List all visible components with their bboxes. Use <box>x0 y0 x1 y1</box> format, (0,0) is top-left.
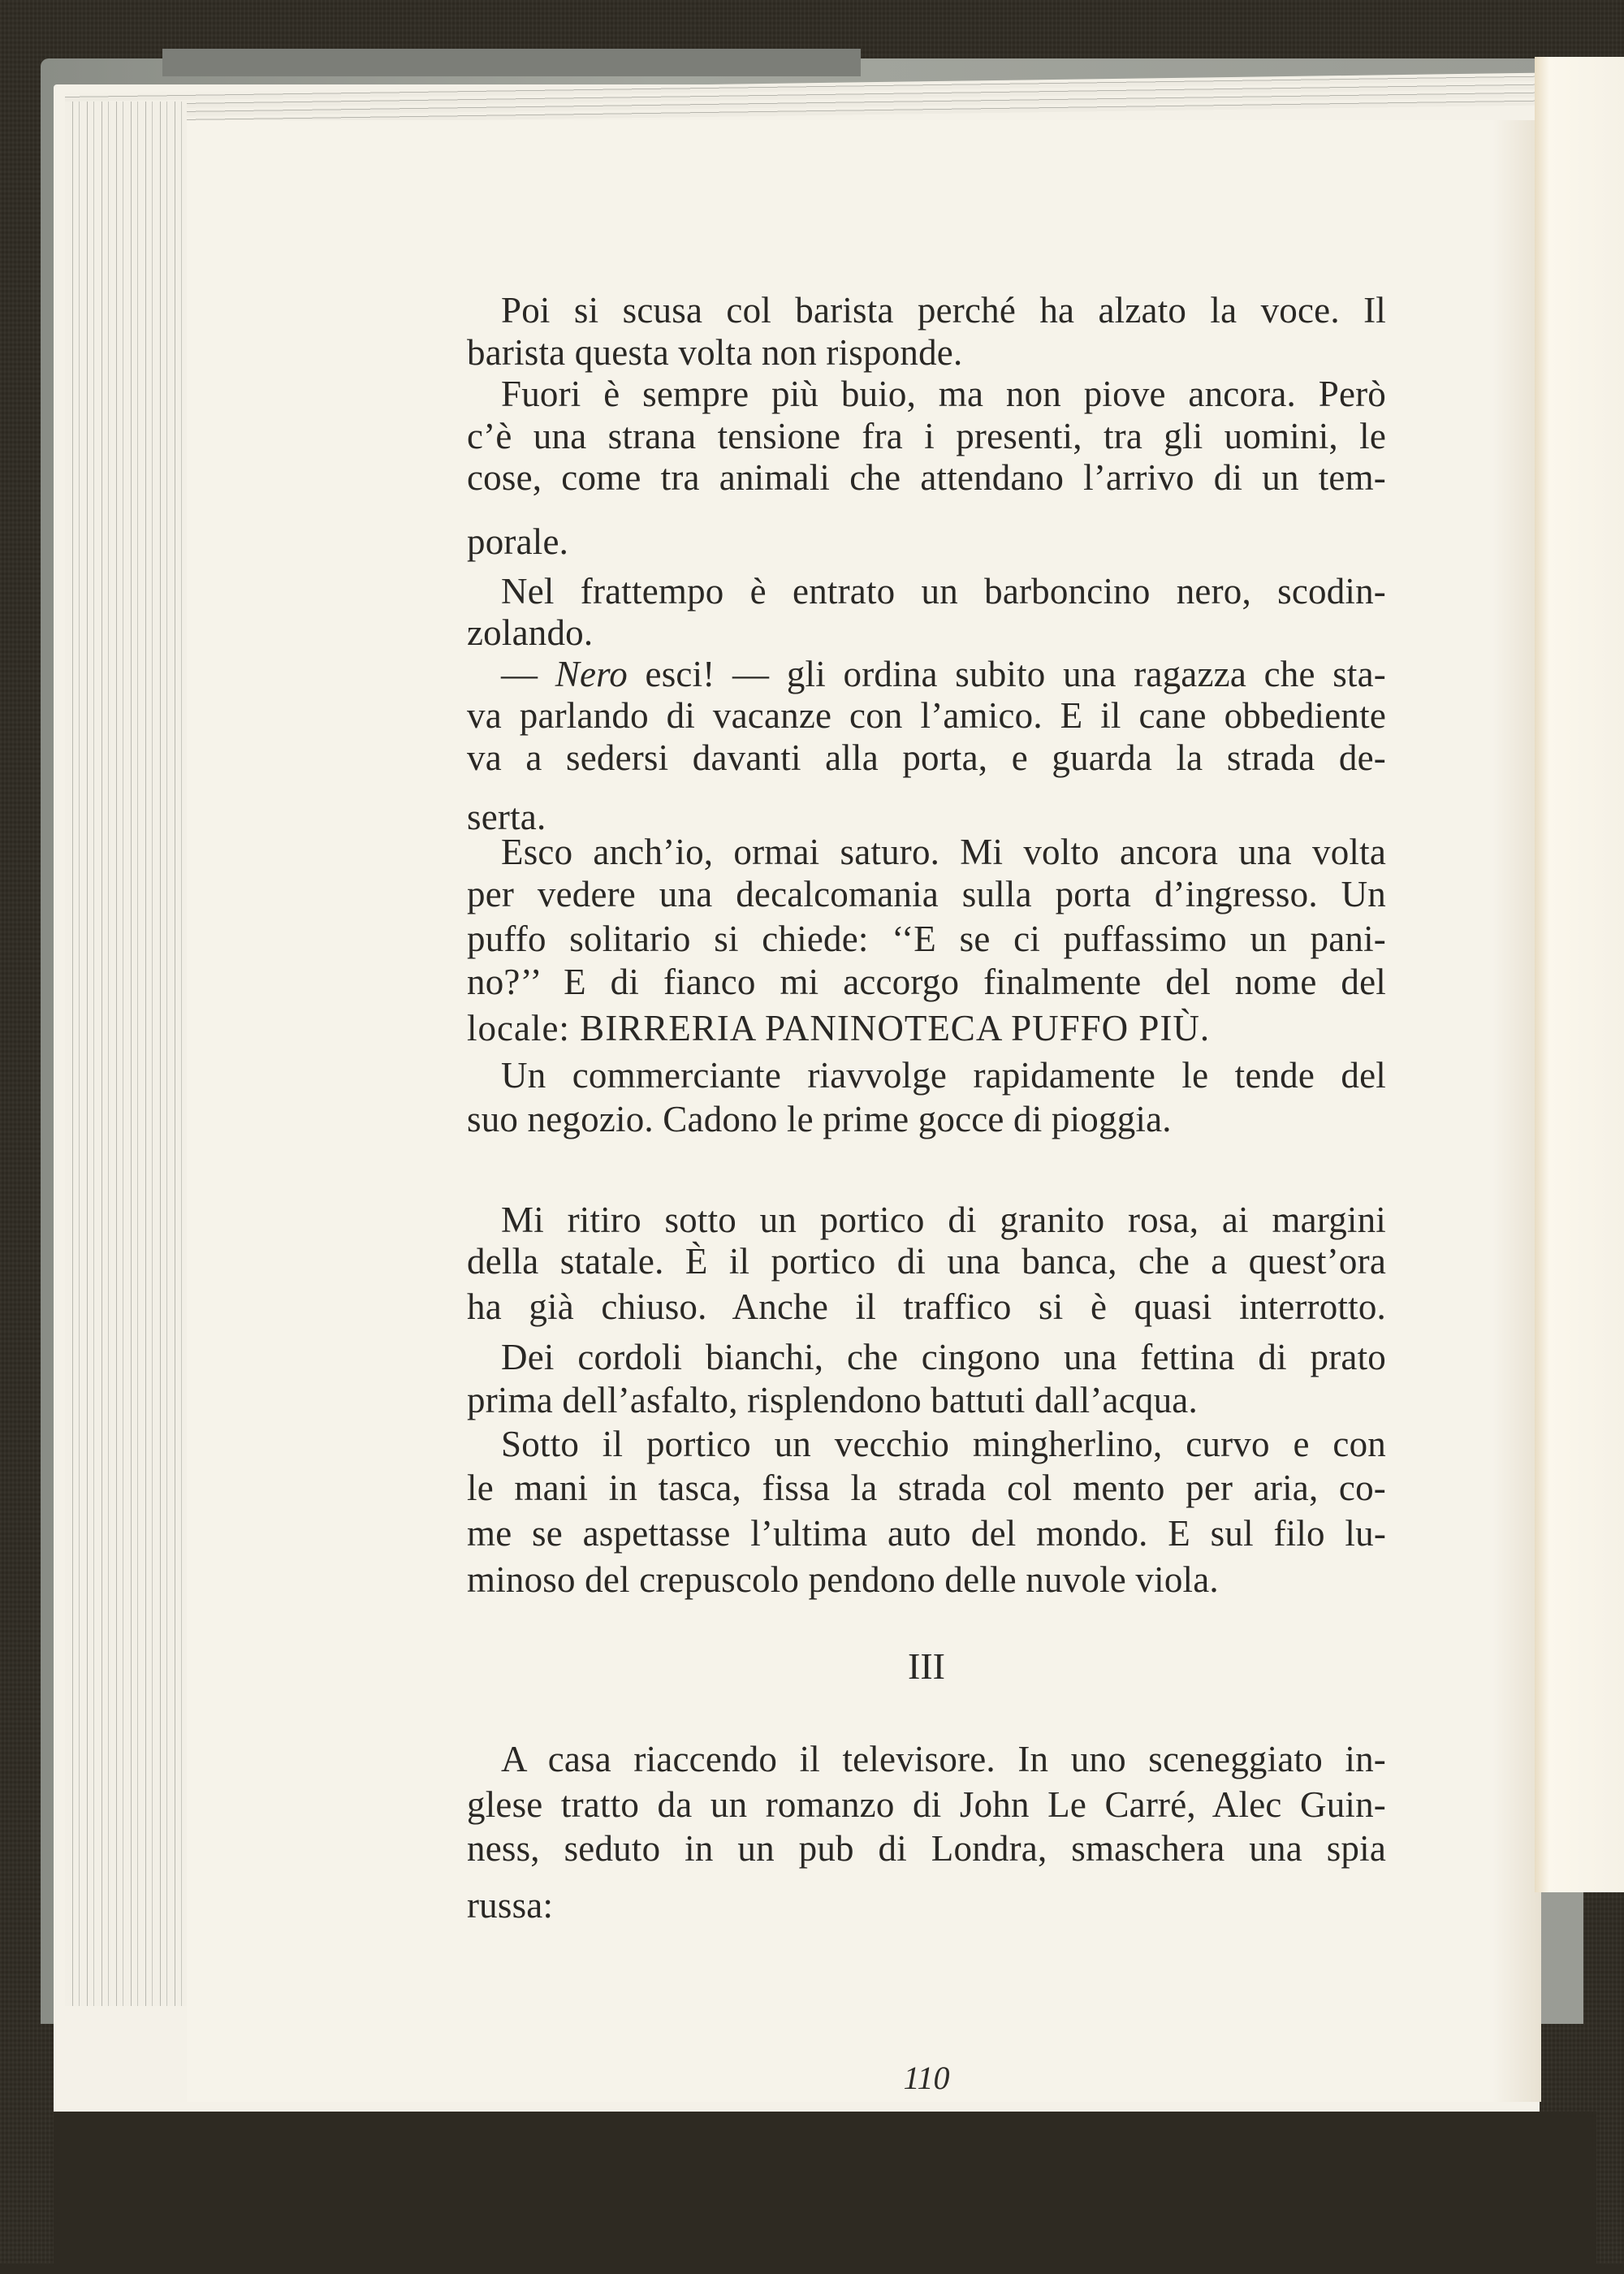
text-line: Fuori è sempre più buio, ma non piove ancora. Però <box>501 374 1386 414</box>
dash: — <box>501 654 555 694</box>
section-heading: III <box>908 1645 945 1687</box>
text-line: glese tratto da un romanzo di John Le Carré, Alec Guin- <box>467 1784 1386 1825</box>
desk-background-bottom <box>54 2112 1596 2274</box>
italic-dog-name: Nero <box>555 654 628 694</box>
text-line: Sotto il portico un vecchio mingherlino, curvo e con <box>501 1424 1386 1464</box>
text-line: russa: <box>467 1885 554 1926</box>
page-number: 110 <box>903 2060 950 2096</box>
text-line: Dei cordoli bianchi, che cingono una fettina di prato <box>501 1337 1386 1377</box>
text-line: serta. <box>467 797 546 837</box>
text-line: Nel frattempo è entrato un barboncino nero, scodin- <box>501 571 1386 612</box>
text-line: prima dell’asfalto, risplendono battuti dall’acqua. <box>467 1380 1198 1420</box>
text-line: Poi si scusa col barista perché ha alzato la voce. Il <box>501 290 1386 331</box>
book-gutter <box>1535 57 1624 1892</box>
text-line: Esco anch’io, ormai saturo. Mi volto ancora una volta <box>501 832 1386 872</box>
text-line: barista questa volta non risponde. <box>467 332 963 373</box>
text-line: zolando. <box>467 612 594 653</box>
text-line: della statale. È il portico di una banca, che a quest’ora <box>467 1241 1386 1282</box>
text-line <box>467 653 1386 695</box>
text-line: c’è una strana tensione fra i presenti, tra gli uomini, le <box>467 416 1386 456</box>
text-line: suo negozio. Cadono le prime gocce di pioggia. <box>467 1099 1172 1139</box>
text-line: per vedere una decalcomania sulla porta d’ingresso. Un <box>467 874 1386 914</box>
text-line: no?’’ E di fianco mi accorgo finalmente del nome del <box>467 962 1386 1002</box>
text-line: ness, seduto in un pub di Londra, smaschera una spia <box>467 1828 1386 1869</box>
text-line: puffo solitario si chiede: ‘‘E se ci puffassimo un pani- <box>467 919 1386 959</box>
page-edges-left <box>65 102 187 2006</box>
page-text-block <box>467 0 1386 2263</box>
text-line: me se aspettasse l’ultima auto del mondo. E sul filo lu- <box>467 1513 1386 1554</box>
text-line: ha già chiuso. Anche il traffico si è quasi interrotto. <box>467 1286 1386 1327</box>
text-line: va a sedersi davanti alla porta, e guarda la strada de- <box>467 737 1386 778</box>
text-line: va parlando di vacanze con l’amico. E il cane obbediente <box>467 695 1386 736</box>
text-line: Un commerciante riavvolge rapidamente le tende del <box>501 1055 1386 1096</box>
text-line: Mi ritiro sotto un portico di granito rosa, ai margini <box>501 1200 1386 1240</box>
text-line: A casa riaccendo il televisore. In uno sceneggiato in- <box>501 1739 1386 1779</box>
text-line: minoso del crepuscolo pendono delle nuvole viola. <box>467 1559 1219 1600</box>
text-line: porale. <box>467 521 569 562</box>
text-line: locale: BIRRERIA PANINOTECA PUFFO PIÙ. <box>467 1008 1211 1048</box>
text-line: le mani in tasca, fissa la strada col mento per aria, co- <box>467 1468 1386 1508</box>
text-line-rest: esci! — gli ordina subito una ragazza che sta- <box>627 654 1386 694</box>
text-line: cose, come tra animali che attendano l’arrivo di un tem- <box>467 457 1386 498</box>
